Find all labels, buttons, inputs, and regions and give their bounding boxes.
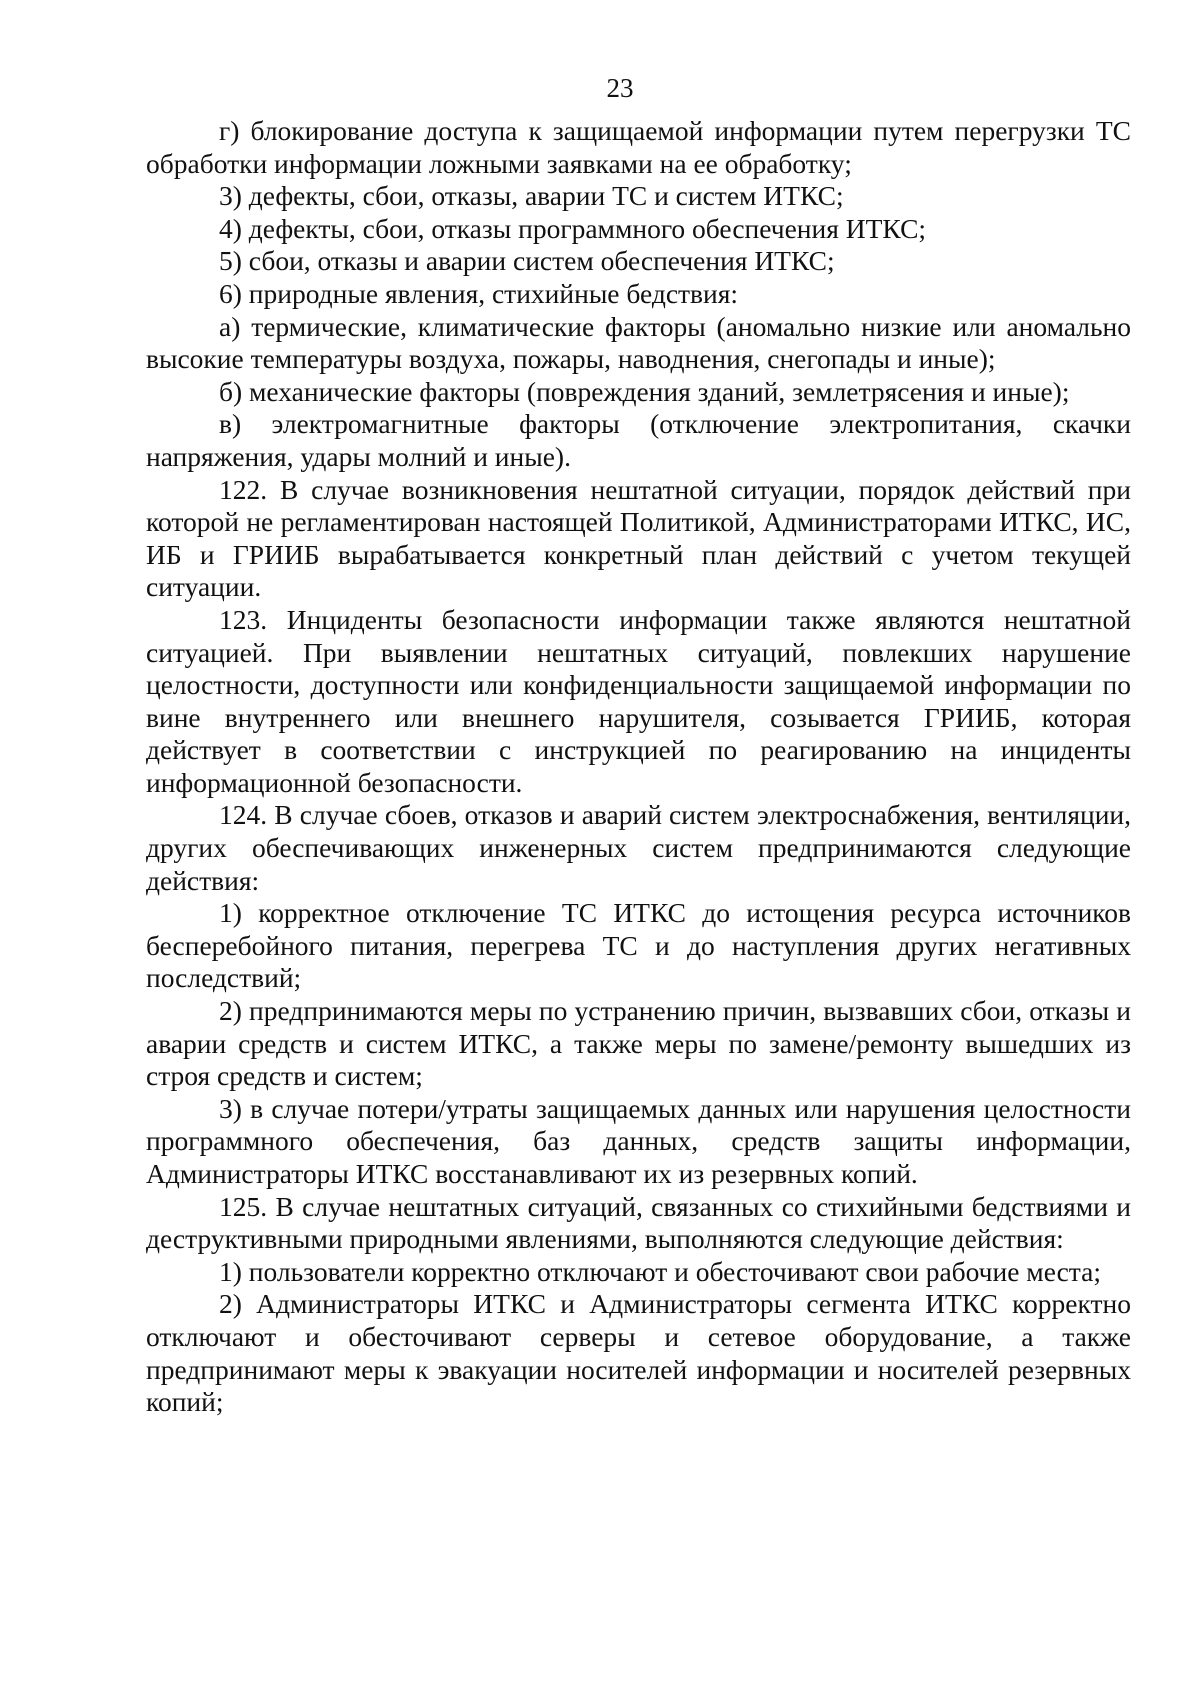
- paragraph-item-3-hardware-failures: 3) дефекты, сбои, отказы, аварии ТС и систем ИТКС;: [219, 180, 844, 212]
- page-number: 23: [606, 73, 634, 103]
- paragraph-item-b-mechanical: б) механические факторы (повреждения зданий, землетрясения и иные);: [219, 375, 1070, 407]
- paragraph-clause-125-item-2: 2) Администраторы ИТКС и Администраторы сегмента ИТКС корректно отключают и обесточивают серверы и сетевое оборудование, а также предпринимают меры к эвакуации носителей информации и носителей резервных копий;: [146, 1288, 1131, 1418]
- paragraph-clause-124-item-2: 2) предпринимаются меры по устранению причин, вызвавших сбои, отказы и аварии средств и систем ИТКС, а также меры по замене/ремонту вышедших из строя средств и систем;: [146, 995, 1131, 1092]
- paragraph-clause-125: 125. В случае нештатных ситуаций, связанных со стихийными бедствиями и деструктивными природными явлениями, выполняются следующие действия:: [146, 1190, 1131, 1255]
- paragraph-clause-122: 122. В случае возникновения нештатной ситуации, порядок действий при которой не регламентирован настоящей Политикой, Администраторами ИТКС, ИС, ИБ и ГРИИБ вырабатывается конкретный план действий с учетом текущей ситуации.: [146, 473, 1131, 603]
- paragraph-item-g-blocking: г) блокирование доступа к защищаемой информации путем перегрузки ТС обработки информации ложными заявками на ее обработку;: [146, 115, 1131, 179]
- paragraph-clause-124-item-3: 3) в случае потери/утраты защищаемых данных или нарушения целостности программного обеспечения, баз данных, средств защиты информации, Администраторы ИТКС восстанавливают их из резервных копий.: [146, 1092, 1131, 1189]
- paragraph-clause-124-item-1: 1) корректное отключение ТС ИТКС до истощения ресурса источников бесперебойного питания, перегрева ТС и до наступления других негативных последствий;: [146, 897, 1131, 994]
- paragraph-item-5-support-failures: 5) сбои, отказы и аварии систем обеспечения ИТКС;: [219, 245, 835, 277]
- document-body: [146, 115, 1131, 1419]
- paragraph-clause-124: 124. В случае сбоев, отказов и аварий систем электроснабжения, вентиляции, других обеспечивающих инженерных систем предпринимаются следующие действия:: [146, 799, 1131, 896]
- paragraph-clause-123: 123. Инциденты безопасности информации также являются нештатной ситуацией. При выявлении нештатных ситуаций, повлекших нарушение целостности, доступности или конфиденциальности защищаемой информации по вине внутреннего или внешнего нарушителя, созывается ГРИИБ, которая действует в соответствии с инструкцией по реагированию на инциденты информационной безопасности.: [146, 603, 1131, 798]
- paragraph-item-a-thermal: а) термические, климатические факторы (аномально низкие или аномально высокие температуры воздуха, пожары, наводнения, снегопады и иные);: [146, 310, 1131, 375]
- paragraph-item-6-natural-phenomena: 6) природные явления, стихийные бедствия:: [219, 277, 739, 309]
- paragraph-clause-125-item-1: 1) пользователи корректно отключают и обесточивают свои рабочие места;: [219, 1255, 1102, 1287]
- paragraph-item-4-software-failures: 4) дефекты, сбои, отказы программного обеспечения ИТКС;: [219, 212, 927, 244]
- paragraph-item-v-electromagnetic: в) электромагнитные факторы (отключение электропитания, скачки напряжения, удары молний и иные).: [146, 408, 1131, 472]
